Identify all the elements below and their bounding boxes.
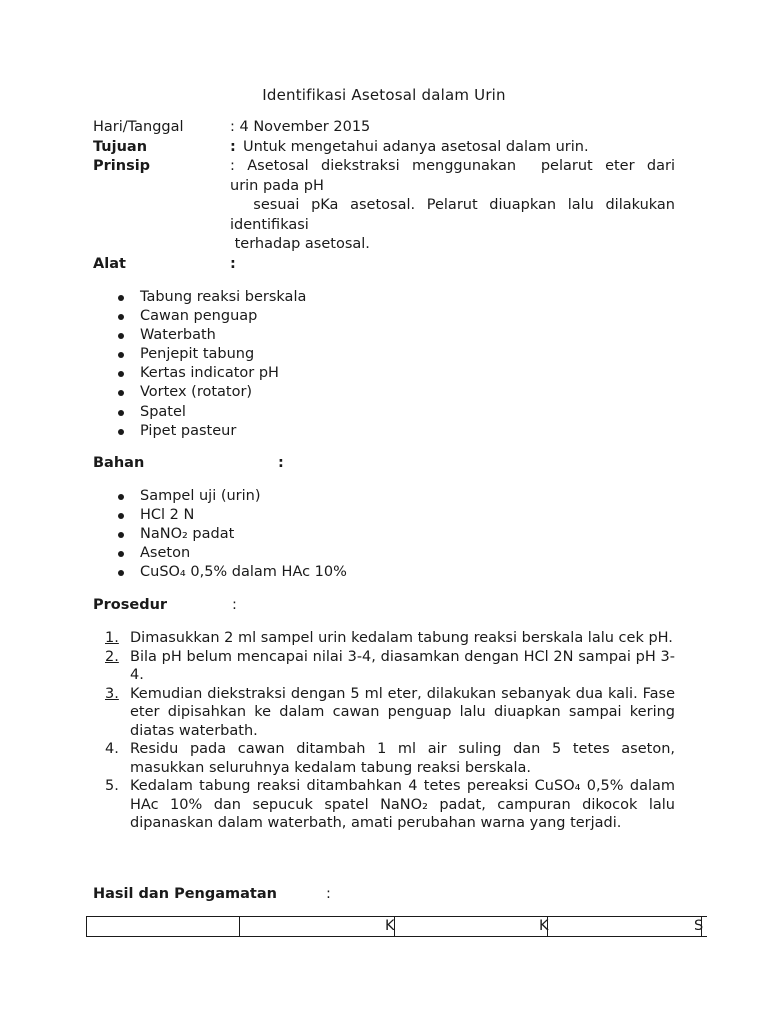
tools-colon: : [230,256,236,272]
tool-item: Tabung reaksi berskala [118,288,306,307]
procedure-label: Prosedur [93,597,168,613]
procedure-heading [93,596,675,616]
step-text: Kedalam tabung reaksi ditambahkan 4 tetes pereaksi CuSO₄ 0,5% dalam HAc 10% dan sepucuk spatel NaNO₂ padat, campuran dikocok lalu dipanaskan dalam waterbath, amati perubahan warna yang terjadi. [130,778,675,831]
tool-item: Kertas indicator pH [118,364,306,383]
procedure-steps [105,629,675,833]
step-text: Dimasukkan 2 ml sampel urin kedalam tabung reaksi berskala lalu cek pH. [130,630,673,646]
principle-line: terhadap asetosal. [230,236,370,252]
material-item: CuSO₄ 0,5% dalam HAc 10% [118,563,347,582]
step-number: 1. [105,630,119,646]
table-header-cell: K [539,918,549,934]
tool-item: Waterbath [118,326,306,345]
date-field [93,118,675,138]
step-number: 2. [105,648,119,665]
material-item: NaNO₂ padat [118,525,347,544]
objective-colon: : [230,139,236,155]
procedure-step [105,777,675,833]
procedure-step [105,648,675,685]
results-label: Hasil dan Pengamatan [93,886,277,902]
step-text: Residu pada cawan ditambah 1 ml air suling dan 5 tetes aseton, masukkan seluruhnya kedalam tabung reaksi berskala. [130,741,675,776]
procedure-step [105,629,675,648]
materials-list [118,487,347,582]
table-divider [239,917,240,936]
material-item: HCl 2 N [118,506,347,525]
principle-line: : Asetosal diekstraksi menggunakan pelarut eter dari [230,158,675,174]
principle-line: identifikasi [230,216,309,233]
principle-text [230,157,675,255]
step-number: 5. [105,778,119,794]
tools-heading [93,255,675,275]
results-table [86,916,707,937]
procedure-colon: : [232,597,237,613]
table-header-cell: K [385,918,395,934]
tools-list [118,288,306,441]
date-value: : 4 November 2015 [230,119,371,135]
principle-label: Prinsip [93,158,151,174]
tools-label: Alat [93,256,126,272]
principle-line: sesuai pKa asetosal. Pelarut diuapkan lalu dilakukan [230,197,675,213]
step-number: 4. [105,741,119,757]
materials-label: Bahan [93,455,145,471]
step-text: Bila pH belum mencapai nilai 3-4, diasamkan dengan HCl 2N sampai pH 3-4. [130,648,675,683]
materials-heading [93,454,675,474]
tool-item: Cawan penguap [118,307,306,326]
results-colon: : [326,886,331,902]
document-title: Identifikasi Asetosal dalam Urin [262,86,506,104]
objective-value: Untuk mengetahui adanya asetosal dalam urin. [243,139,589,155]
material-item: Aseton [118,544,347,563]
objective-field [93,138,675,158]
principle-field [93,157,675,257]
procedure-step [105,685,675,741]
results-heading [93,885,675,905]
step-number: 3. [105,685,119,702]
materials-colon: : [278,455,284,471]
step-text: Kemudian diekstraksi dengan 5 ml eter, dilakukan sebanyak dua kali. Fase eter dipisahkan ke dalam cawan penguap lalu diuapkan sampai kering diatas waterbath. [130,685,675,739]
principle-line: urin pada pH [230,177,324,194]
tool-item: Spatel [118,403,306,422]
objective-label: Tujuan [93,139,148,155]
date-label: Hari/Tanggal [93,119,184,135]
tool-item: Vortex (rotator) [118,383,306,402]
table-header-cell: S [694,918,704,934]
tool-item: Pipet pasteur [118,422,306,441]
tool-item: Penjepit tabung [118,345,306,364]
procedure-step [105,740,675,777]
material-item: Sampel uji (urin) [118,487,347,506]
